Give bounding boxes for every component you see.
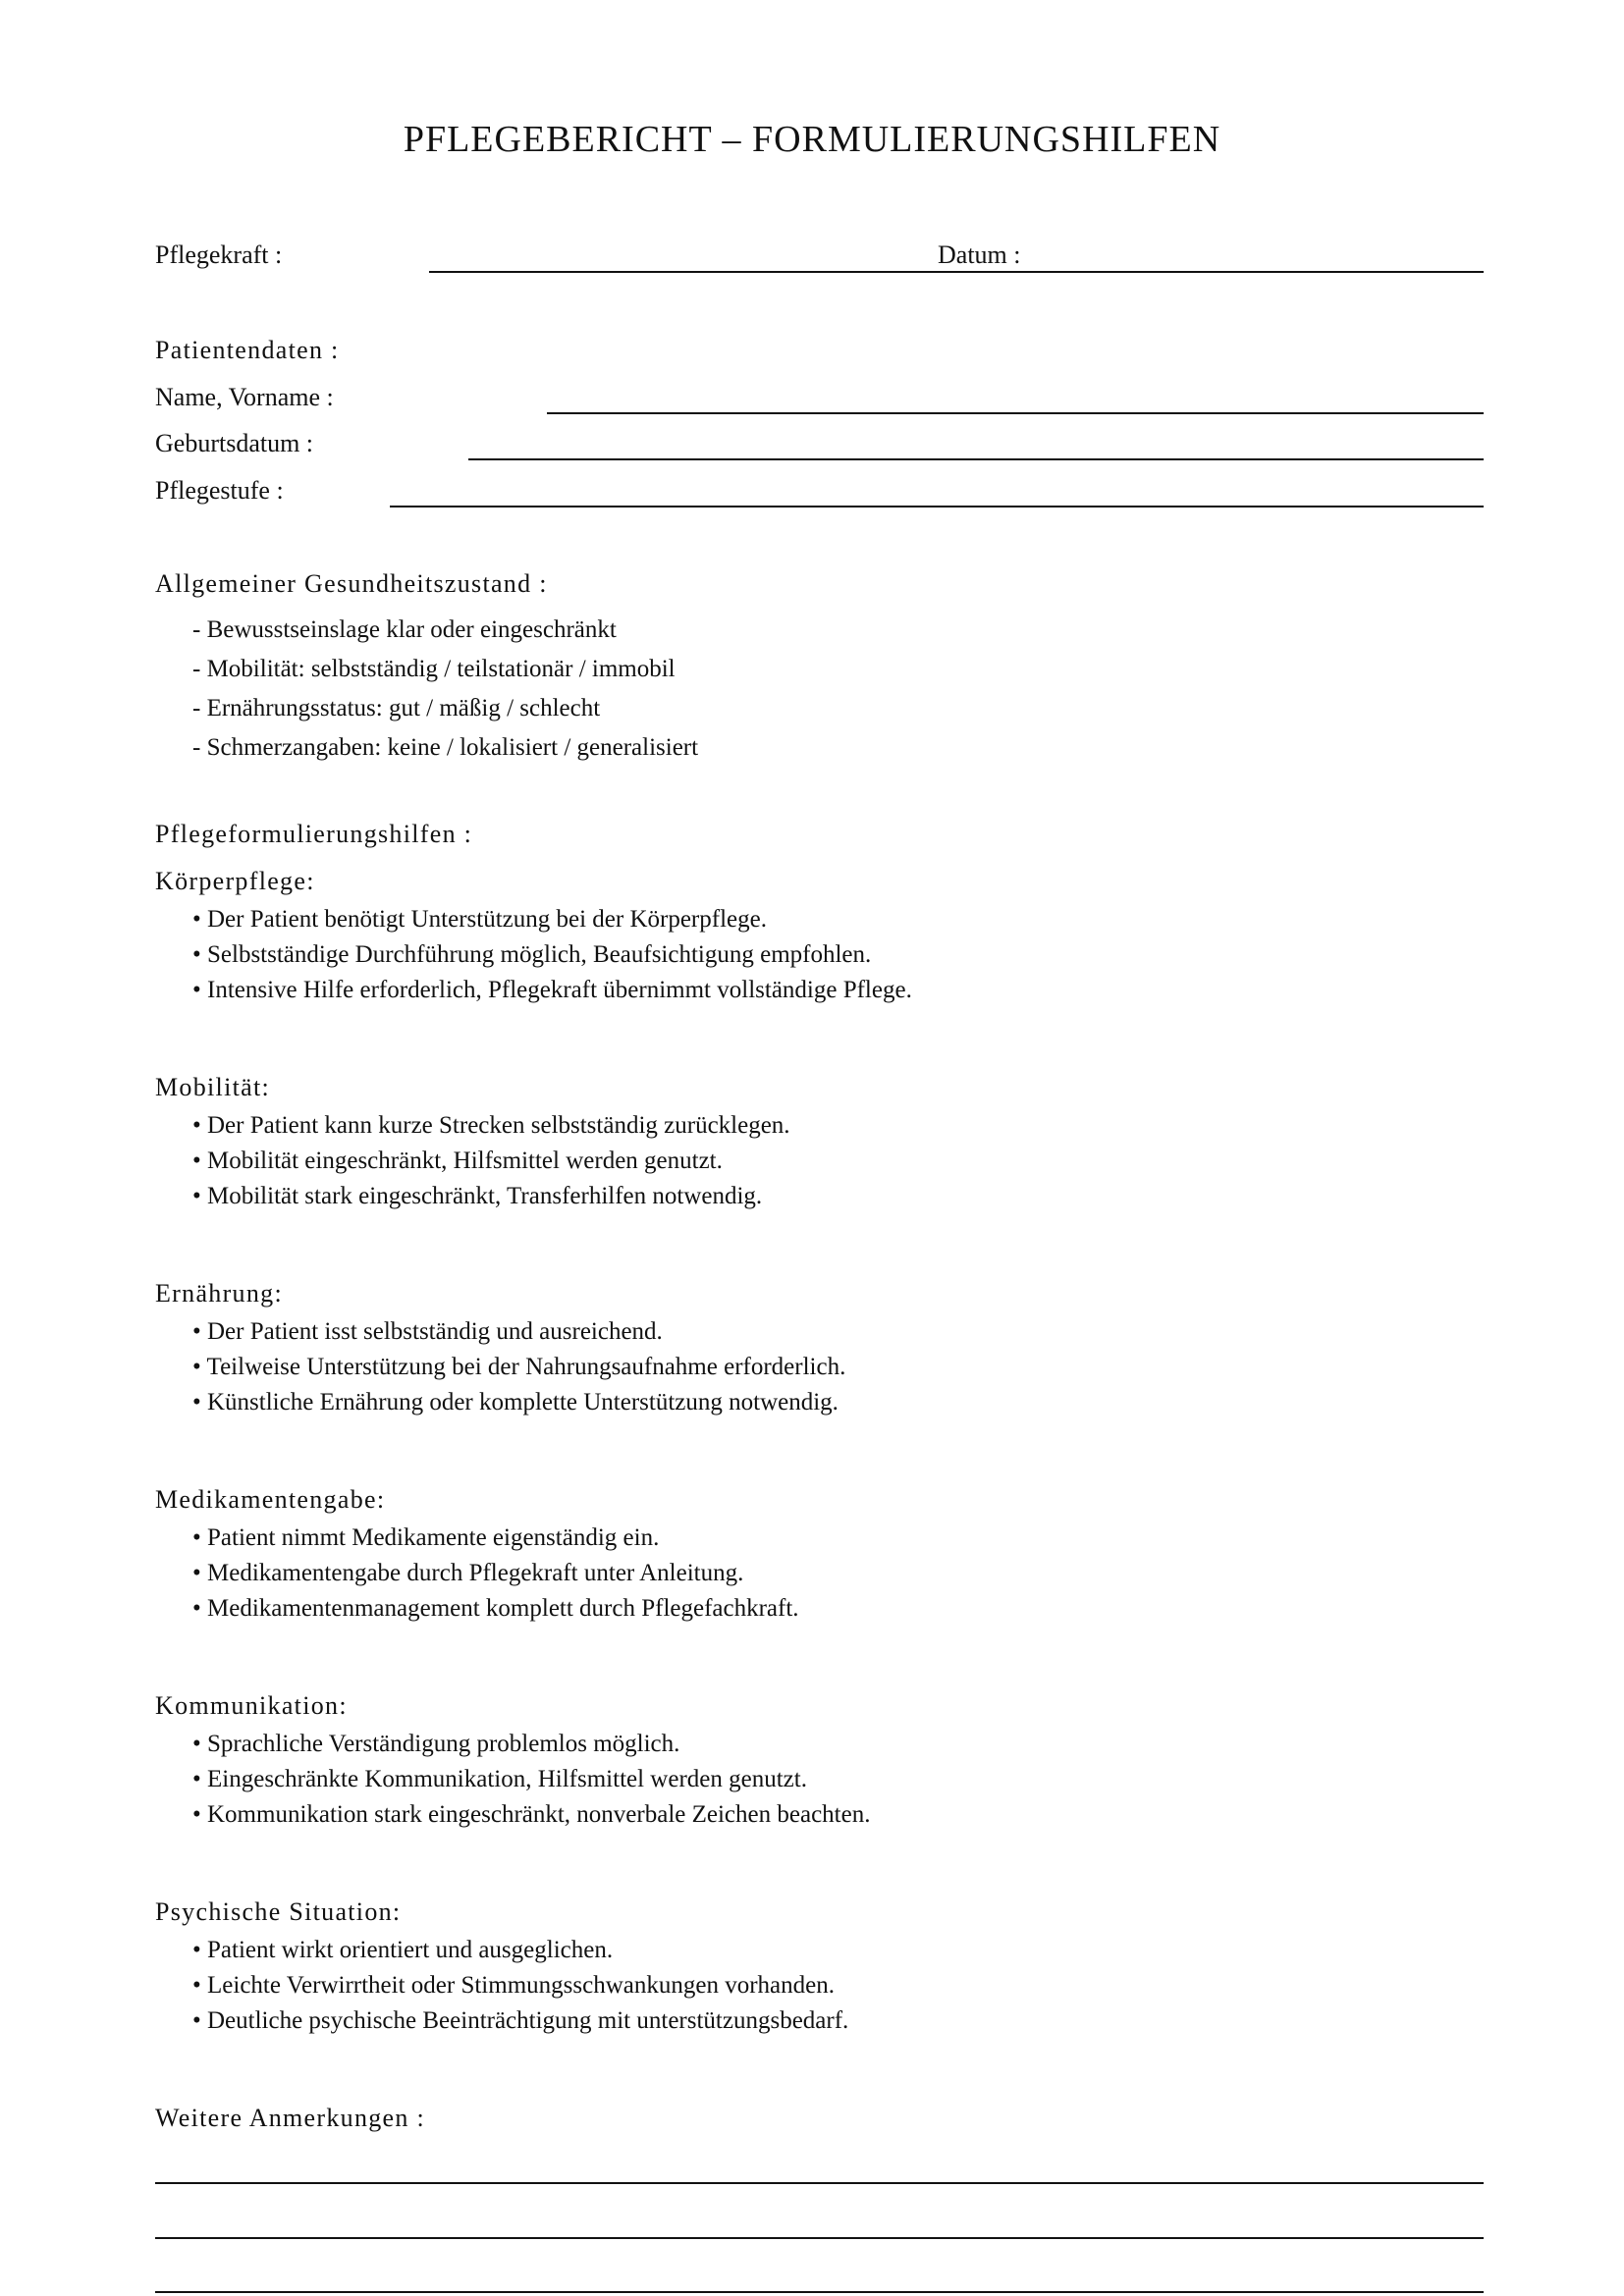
pflegestufe-label: Pflegestufe :	[155, 476, 284, 505]
allgemein-heading: Allgemeiner Gesundheitszustand :	[155, 569, 548, 598]
list-item: • Sprachliche Verständigung problemlos möglich.	[192, 1731, 680, 1757]
geburtsdatum-label: Geburtsdatum :	[155, 429, 314, 457]
anmerkungen-heading: Weitere Anmerkungen :	[155, 2104, 426, 2132]
psyche-heading: Psychische Situation:	[155, 1897, 402, 1926]
list-item: • Künstliche Ernährung oder komplette Unterstützung notwendig.	[192, 1389, 839, 1415]
pflegekraft-label: Pflegekraft :	[155, 240, 283, 269]
ernaehrung-heading: Ernährung:	[155, 1279, 283, 1308]
geburtsdatum-field-line[interactable]	[468, 458, 1484, 460]
kommunikation-heading: Kommunikation:	[155, 1691, 348, 1720]
mobilitaet-heading: Mobilität:	[155, 1073, 270, 1101]
name-vorname-label: Name, Vorname :	[155, 383, 334, 411]
list-item: • Intensive Hilfe erforderlich, Pflegekraft übernimmt vollständige Pflege.	[192, 977, 912, 1003]
list-item: - Mobilität: selbstständig / teilstationär / immobil	[192, 656, 676, 682]
anmerkungen-line-2[interactable]	[155, 2237, 1484, 2239]
list-item: • Der Patient benötigt Unterstützung bei der Körperpflege.	[192, 906, 767, 933]
list-item: • Eingeschränkte Kommunikation, Hilfsmittel werden genutzt.	[192, 1766, 807, 1792]
pflegekraft-field-line[interactable]	[429, 271, 1484, 273]
list-item: • Mobilität eingeschränkt, Hilfsmittel werden genutzt.	[192, 1148, 723, 1174]
page-title: PFLEGEBERICHT – FORMULIERUNGSHILFEN	[403, 119, 1221, 160]
list-item: • Selbstständige Durchführung möglich, Beaufsichtigung empfohlen.	[192, 941, 872, 968]
list-item: • Patient wirkt orientiert und ausgeglichen.	[192, 1937, 614, 1963]
pflegestufe-field-line[interactable]	[390, 506, 1484, 507]
hilfen-heading: Pflegeformulierungshilfen :	[155, 820, 473, 848]
anmerkungen-line-3[interactable]	[155, 2291, 1484, 2293]
list-item: - Ernährungsstatus: gut / mäßig / schlecht	[192, 695, 601, 721]
anmerkungen-line-1[interactable]	[155, 2182, 1484, 2184]
patientendaten-heading: Patientendaten :	[155, 336, 340, 364]
list-item: • Mobilität stark eingeschränkt, Transferhilfen notwendig.	[192, 1183, 763, 1209]
list-item: • Der Patient isst selbstständig und ausreichend.	[192, 1318, 663, 1345]
koerperpflege-heading: Körperpflege:	[155, 867, 315, 895]
datum-label: Datum :	[938, 240, 1021, 269]
list-item: - Schmerzangaben: keine / lokalisiert / generalisiert	[192, 734, 699, 761]
name-vorname-field-line[interactable]	[547, 412, 1484, 414]
medikamente-heading: Medikamentengabe:	[155, 1485, 386, 1514]
list-item: • Medikamentenmanagement komplett durch Pflegefachkraft.	[192, 1595, 799, 1622]
list-item: • Der Patient kann kurze Strecken selbstständig zurücklegen.	[192, 1112, 790, 1139]
list-item: • Leichte Verwirrtheit oder Stimmungsschwankungen vorhanden.	[192, 1972, 835, 1999]
list-item: • Teilweise Unterstützung bei der Nahrungsaufnahme erforderlich.	[192, 1354, 846, 1380]
list-item: • Patient nimmt Medikamente eigenständig ein.	[192, 1524, 660, 1551]
list-item: • Medikamentengabe durch Pflegekraft unter Anleitung.	[192, 1560, 744, 1586]
list-item: - Bewusstseinslage klar oder eingeschränkt	[192, 616, 617, 643]
list-item: • Deutliche psychische Beeinträchtigung mit unterstützungsbedarf.	[192, 2007, 849, 2034]
list-item: • Kommunikation stark eingeschränkt, nonverbale Zeichen beachten.	[192, 1801, 871, 1828]
